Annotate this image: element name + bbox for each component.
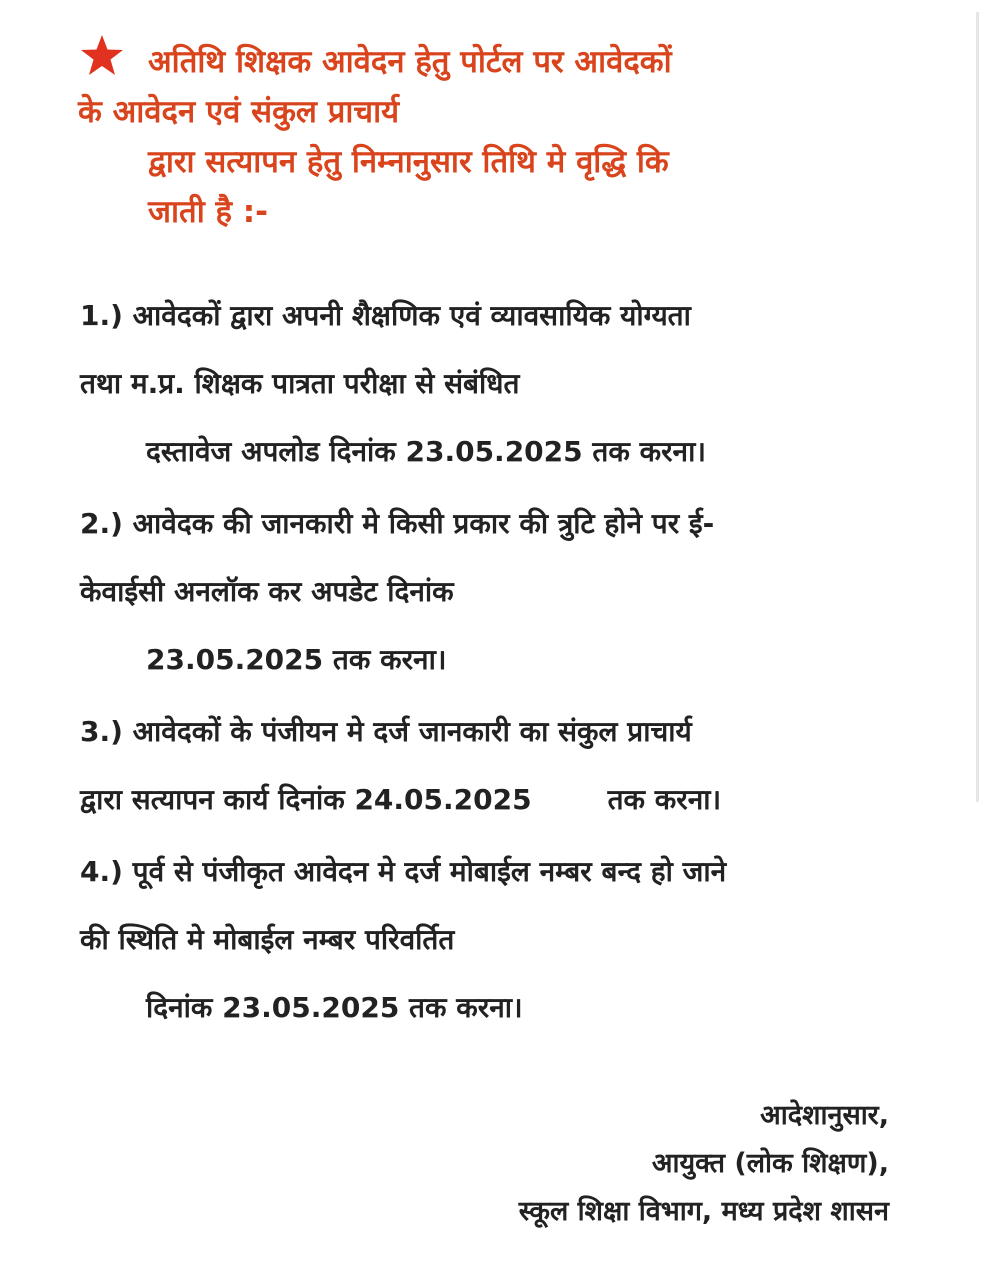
- heading-line-1: [78, 34, 908, 87]
- signature-line-2: आयुक्त (लोक शिक्षण),: [651, 1148, 889, 1179]
- signature-block: [519, 1092, 889, 1236]
- item-2-line-2: केवाईसी अनलॉक कर अपडेट दिनांक: [80, 575, 454, 608]
- item-3-line-2-tail: तक करना।: [607, 783, 722, 816]
- item-1-line-1: 1.) आवेदकों द्वारा अपनी शैक्षणिक एवं व्यावसायिक योग्यता: [80, 299, 691, 332]
- item-3-line-1: 3.) आवेदकों के पंजीयन मे दर्ज जानकारी का संकुल प्राचार्य: [80, 715, 692, 748]
- heading-text-1: अतिथि शिक्षक आवेदन हेतु पोर्टल पर आवेदकों: [148, 44, 672, 80]
- list-item-3: [80, 698, 920, 834]
- list-item-4: [80, 838, 920, 1042]
- scroll-indicator: [976, 12, 979, 802]
- item-4-line-2: की स्थिति मे मोबाईल नम्बर परिवर्तित: [80, 923, 455, 956]
- heading-line-4: जाती है :-: [148, 194, 269, 230]
- item-1-line-3: दस्तावेज अपलोड दिनांक 23.05.2025 तक करना।: [146, 435, 706, 468]
- item-2-line-1: 2.) आवेदक की जानकारी मे किसी प्रकार की त्रुटि होने पर ई-: [80, 507, 715, 540]
- signature-line-1: आदेशानुसार,: [760, 1100, 889, 1131]
- item-2-line-3: 23.05.2025 तक करना।: [146, 643, 447, 676]
- heading-line-2: के आवेदन एवं संकुल प्राचार्य: [78, 94, 400, 130]
- notice-heading: [78, 34, 908, 237]
- instruction-list: [80, 282, 920, 1046]
- item-4-line-1: 4.) पूर्व से पंजीकृत आवेदन मे दर्ज मोबाईल नम्बर बन्द हो जाने: [80, 855, 727, 888]
- heading-line-3: द्वारा सत्यापन हेतु निम्नानुसार तिथि मे वृद्धि कि: [148, 144, 669, 180]
- list-item-1: [80, 282, 920, 486]
- signature-line-3: स्कूल शिक्षा विभाग, मध्य प्रदेश शासन: [518, 1196, 889, 1227]
- item-3-line-2: [80, 766, 920, 834]
- star-icon: [80, 34, 126, 76]
- item-3-line-2-text: द्वारा सत्यापन कार्य दिनांक 24.05.2025: [80, 783, 532, 816]
- item-4-line-3: दिनांक 23.05.2025 तक करना।: [146, 991, 523, 1024]
- item-1-line-2: तथा म.प्र. शिक्षक पात्रता परीक्षा से संबंधित: [80, 367, 520, 400]
- list-item-2: [80, 490, 920, 694]
